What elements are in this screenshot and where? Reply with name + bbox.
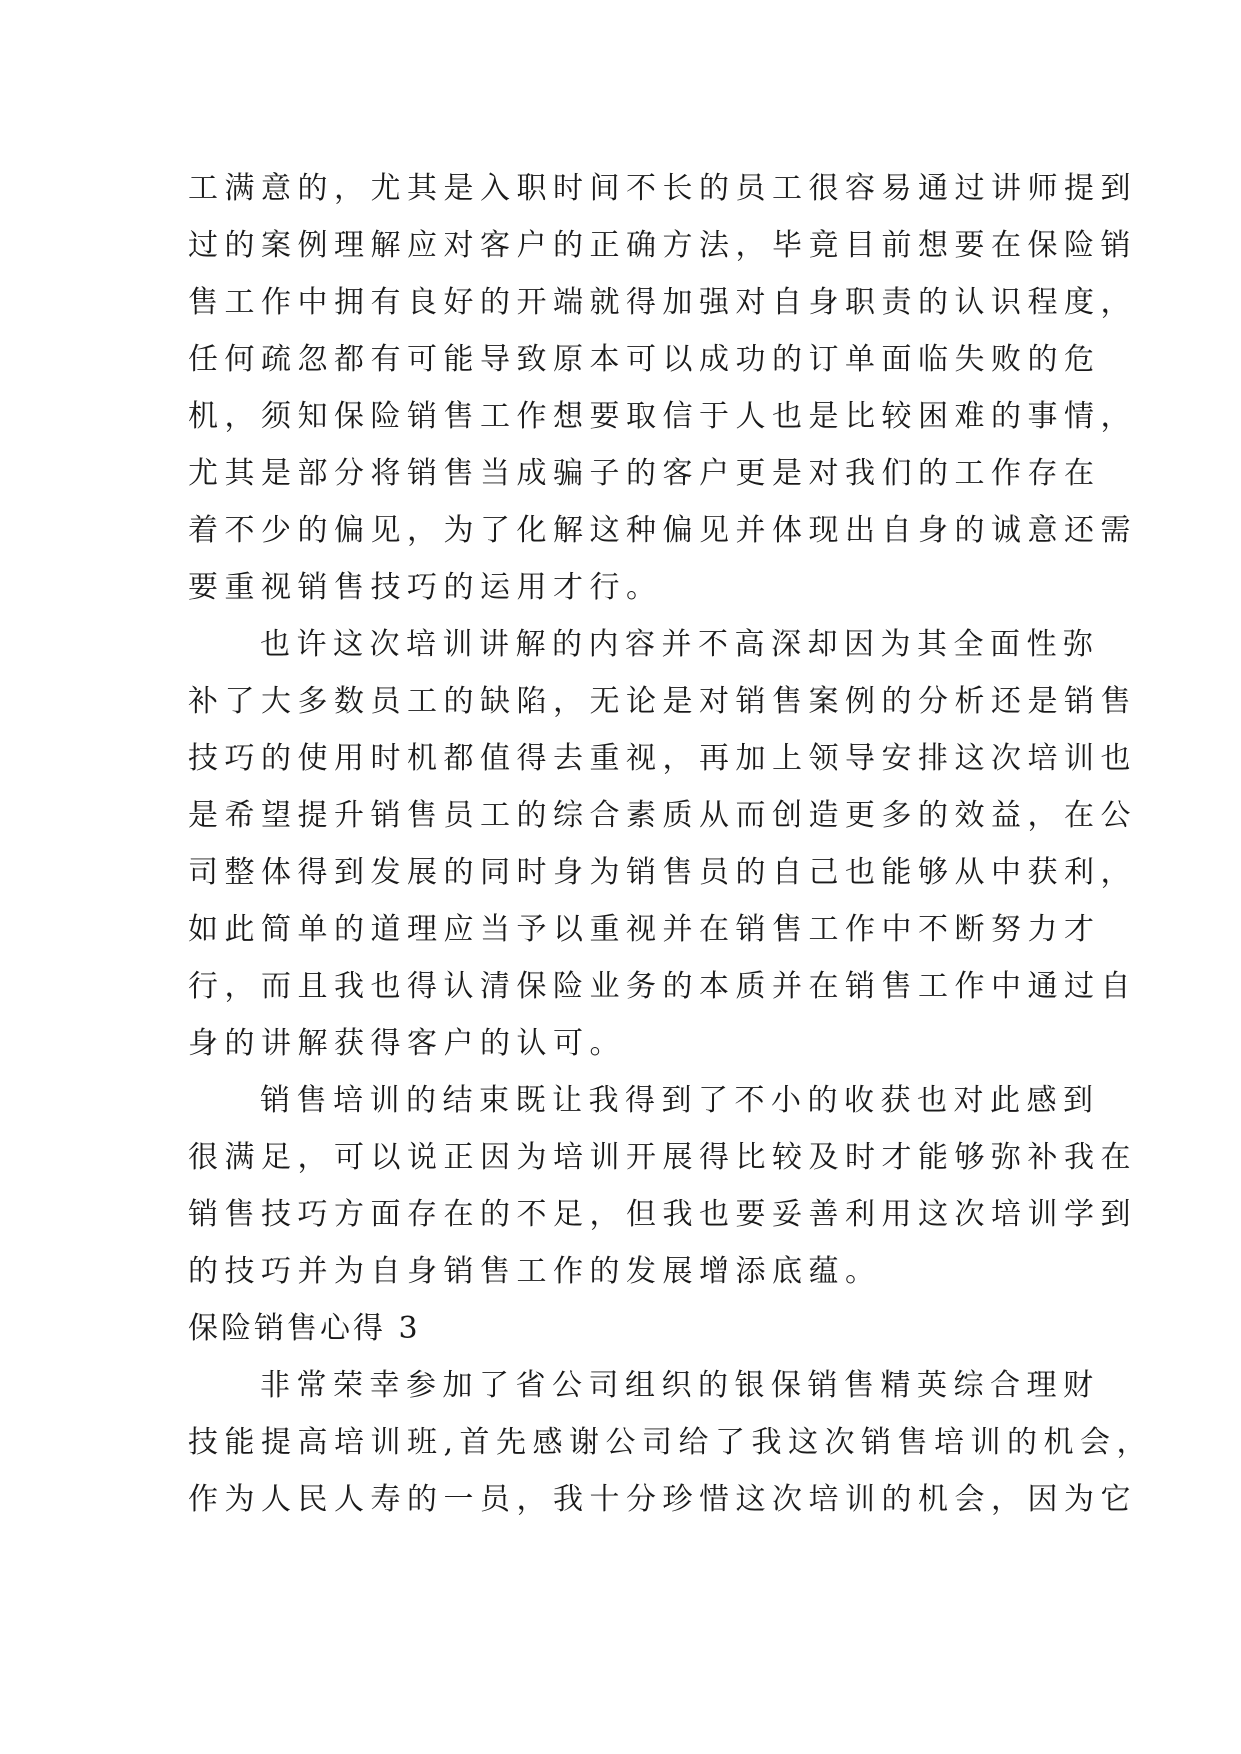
- text-line: 行，而且我也得认清保险业务的本质并在销售工作中通过自: [188, 969, 1137, 1004]
- document-body: [188, 160, 1154, 1528]
- text-line: 要重视销售技巧的运用才行。: [188, 570, 663, 605]
- text-line: 工满意的，尤其是入职时间不长的员工很容易通过讲师提到: [188, 171, 1137, 206]
- text-line: 很满足，可以说正因为培训开展得比较及时才能够弥补我在: [188, 1140, 1137, 1175]
- text-line: 司整体得到发展的同时身为销售员的自己也能够从中获利，: [188, 855, 1137, 890]
- text-line: 售工作中拥有良好的开端就得加强对自身职责的认识程度，: [188, 285, 1137, 320]
- text-line: 着不少的偏见，为了化解这种偏见并体现出自身的诚意还需: [188, 513, 1137, 548]
- text-line: 任何疏忽都有可能导致原本可以成功的订单面临失败的危: [188, 342, 1101, 377]
- text-line: 也许这次培训讲解的内容并不高深却因为其全面性弥: [260, 627, 1100, 662]
- text-line: 机，须知保险销售工作想要取信于人也是比较困难的事情，: [188, 399, 1137, 434]
- text-line: 尤其是部分将销售当成骗子的客户更是对我们的工作存在: [188, 456, 1101, 491]
- text-line: 过的案例理解应对客户的正确方法，毕竟目前想要在保险销: [188, 228, 1137, 263]
- section-heading: 保险销售心得 3: [188, 1311, 421, 1346]
- text-line: 非常荣幸参加了省公司组织的银保销售精英综合理财: [260, 1368, 1100, 1403]
- text-line: 是希望提升销售员工的综合素质从而创造更多的效益，在公: [188, 798, 1137, 833]
- text-line: 技巧的使用时机都值得去重视，再加上领导安排这次培训也: [188, 741, 1137, 776]
- text-line: 如此简单的道理应当予以重视并在销售工作中不断努力才: [188, 912, 1101, 947]
- text-line: 身的讲解获得客户的认可。: [188, 1026, 626, 1061]
- text-line: 销售技巧方面存在的不足，但我也要妥善利用这次培训学到: [188, 1197, 1137, 1232]
- text-line: 补了大多数员工的缺陷，无论是对销售案例的分析还是销售: [188, 684, 1137, 719]
- text-line: 的技巧并为自身销售工作的发展增添底蕴。: [188, 1254, 882, 1289]
- text-line: 技能提高培训班,首先感谢公司给了我这次销售培训的机会，: [188, 1425, 1154, 1460]
- text-line: 作为人民人寿的一员，我十分珍惜这次培训的机会，因为它: [188, 1482, 1137, 1517]
- text-line: 销售培训的结束既让我得到了不小的收获也对此感到: [260, 1083, 1100, 1118]
